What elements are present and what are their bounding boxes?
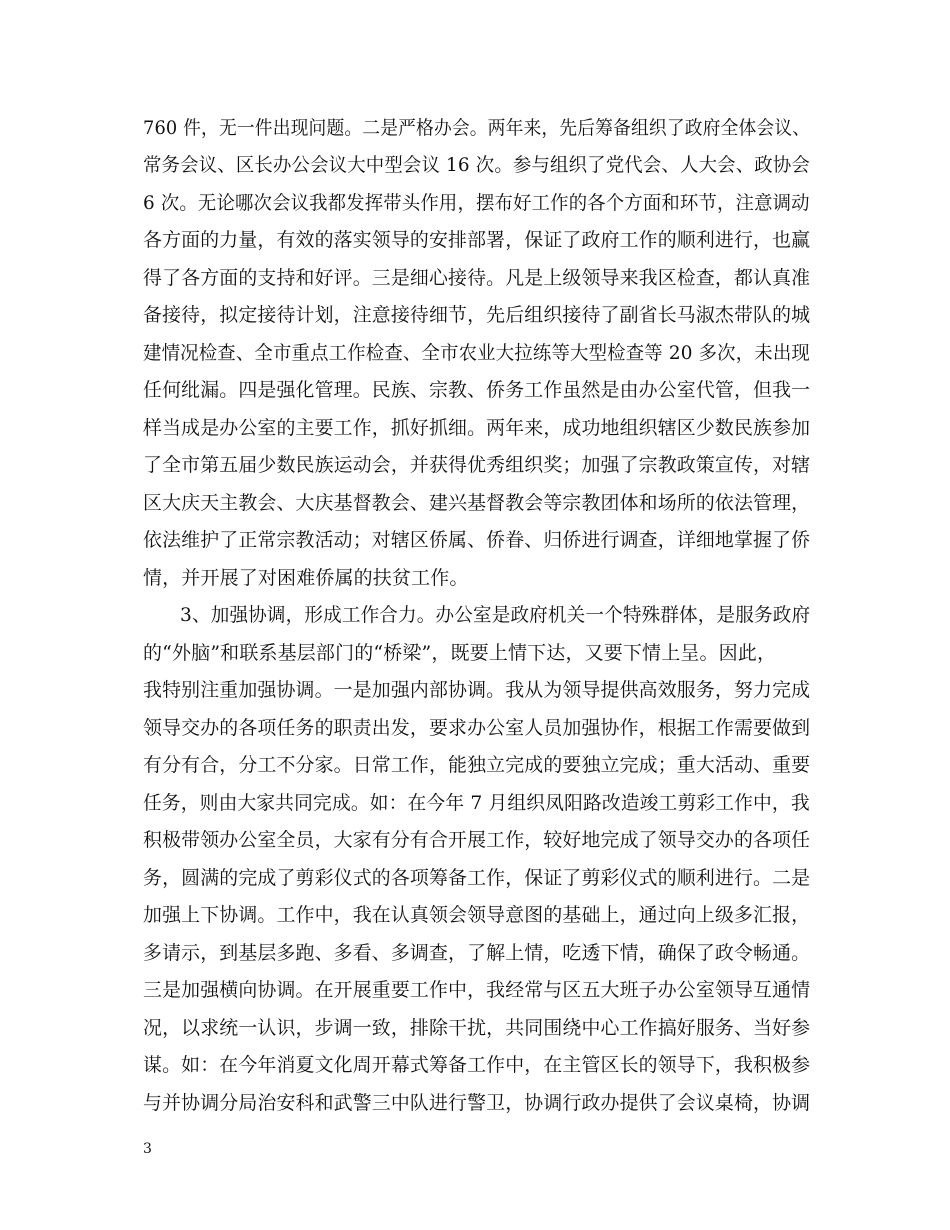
text-line: 情，并开展了对困难侨属的扶贫工作。	[143, 567, 469, 589]
text-line: 加强上下协调。工作中，我在认真领会领导意图的基础上，通过向上级多汇报，	[143, 904, 811, 926]
text-line: 有分有合，分工不分家。日常工作，能独立完成的要独立完成；重大活动、重要	[143, 754, 811, 776]
paragraph-first-line: 3、加强协调，形成工作合力。办公室是政府机关一个特殊群体，是服务政府	[180, 604, 811, 626]
text-line: 领导交办的各项任务的职责出发，要求办公室人员加强协作，根据工作需要做到	[143, 717, 811, 739]
text-line: 况，以求统一认识，步调一致，排除干扰，共同围绕中心工作搞好服务、当好参	[143, 1017, 811, 1039]
text-line: 样当成是办公室的主要工作，抓好抓细。两年来，成功地组织辖区少数民族参加	[143, 417, 811, 439]
text-line: 多请示，到基层多跑、多看、多调查，了解上情，吃透下情，确保了政令畅通。	[143, 942, 811, 964]
text-line: 760 件，无一件出现问题。二是严格办会。两年来，先后筹备组织了政府全体会议、	[143, 117, 811, 139]
text-line: 任何纰漏。四是强化管理。民族、宗教、侨务工作虽然是由办公室代管，但我一	[143, 379, 811, 401]
text-line: 任务，则由大家共同完成。如：在今年 7 月组织凤阳路改造竣工剪彩工作中，我	[143, 792, 810, 814]
text-line: 的“外脑”和联系基层部门的“桥梁”，既要上情下达，又要下情上呈。因此，	[143, 642, 777, 664]
text-line: 积极带领办公室全员，大家有分有合开展工作，较好地完成了领导交办的各项任	[143, 829, 811, 851]
text-line: 与并协调分局治安科和武警三中队进行警卫，协调行政办提供了会议桌椅，协调	[143, 1092, 811, 1114]
text-line: 常务会议、区长办公会议大中型会议 16 次。参与组织了党代会、人大会、政协会	[143, 154, 810, 176]
text-line: 区大庆天主教会、大庆基督教会、建兴基督教会等宗教团体和场所的依法管理，	[143, 492, 811, 514]
text-line: 依法维护了正常宗教活动；对辖区侨属、侨眷、归侨进行调查，详细地掌握了侨	[143, 529, 811, 551]
text-line: 建情况检查、全市重点工作检查、全市农业大拉练等大型检查等 20 多次，未出现	[143, 342, 810, 364]
text-line: 务，圆满的完成了剪彩仪式的各项筹备工作，保证了剪彩仪式的顺利进行。二是	[143, 867, 811, 889]
text-line: 得了各方面的支持和好评。三是细心接待。凡是上级领导来我区检查，都认真准	[143, 267, 811, 289]
text-line: 6 次。无论哪次会议我都发挥带头作用，摆布好工作的各个方面和环节，注意调动	[143, 192, 810, 214]
text-line: 各方面的力量，有效的落实领导的安排部署，保证了政府工作的顺利进行，也赢	[143, 229, 811, 251]
text-line: 谋。如：在今年消夏文化周开幕式筹备工作中，在主管区长的领导下，我积极参	[143, 1054, 811, 1076]
text-line: 了全市第五届少数民族运动会，并获得优秀组织奖；加强了宗教政策宣传，对辖	[143, 454, 811, 476]
text-line: 备接待，拟定接待计划，注意接待细节，先后组织接待了副省长马淑杰带队的城	[143, 304, 811, 326]
page-number: 3	[143, 1141, 152, 1157]
text-line: 我特别注重加强协调。一是加强内部协调。我从为领导提供高效服务，努力完成	[143, 679, 811, 701]
text-line: 三是加强横向协调。在开展重要工作中，我经常与区五大班子办公室领导互通情	[143, 979, 811, 1001]
